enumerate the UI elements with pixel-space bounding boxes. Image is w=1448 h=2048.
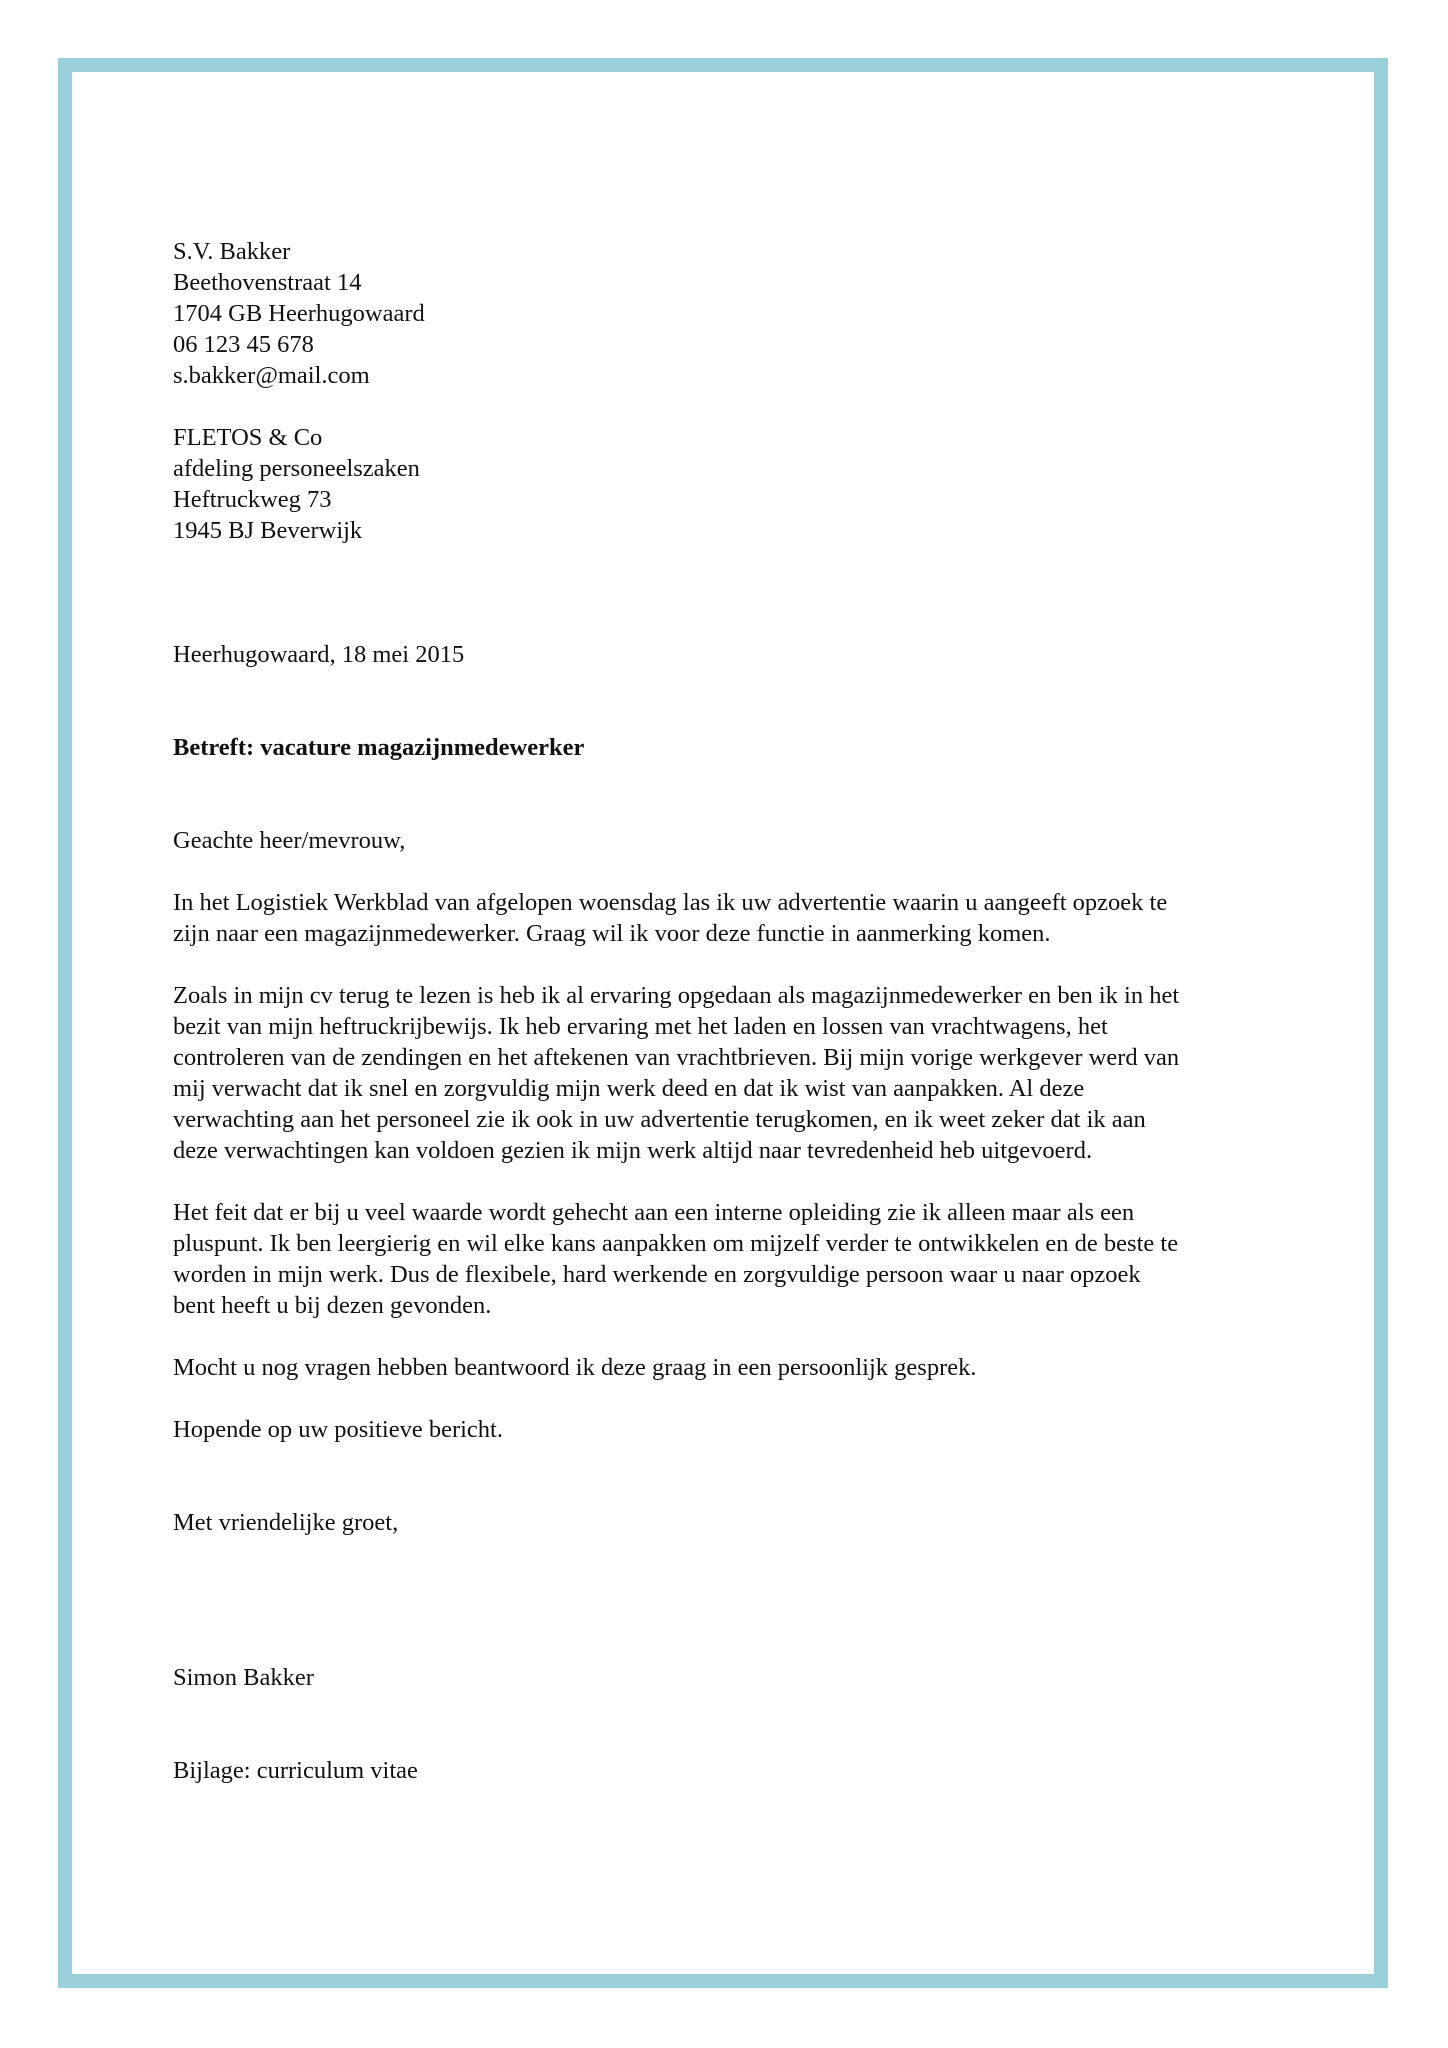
paragraph-line: Mocht u nog vragen hebben beantwoord ik deze graag in een persoonlijk gesprek.: [173, 1354, 977, 1381]
sender-street: Beethovenstraat 14: [173, 269, 362, 296]
paragraph-4: [173, 1352, 1283, 1383]
paragraph-line: worden in mijn werk. Dus de flexibele, hard werkende en zorgvuldige persoon waar u naar opzoek: [173, 1261, 1141, 1288]
subject-line: [173, 732, 1283, 763]
sender-phone: 06 123 45 678: [173, 331, 314, 358]
attachment: [173, 1755, 1283, 1786]
paragraph-line: pluspunt. Ik ben leergierig en wil elke kans aanpakken om mijzelf verder te ontwikkelen en de beste te: [173, 1230, 1179, 1257]
recipient-street: Heftruckweg 73: [173, 486, 332, 513]
paragraph-line: Het feit dat er bij u veel waarde wordt gehecht aan een interne opleiding zie ik alleen maar als een: [173, 1199, 1135, 1226]
paragraph-line: Zoals in mijn cv terug te lezen is heb ik al ervaring opgedaan als magazijnmedewerker en ben ik in het: [173, 982, 1180, 1009]
subject-text: Betreft: vacature magazijnmedewerker: [173, 734, 585, 761]
sender-address: [173, 236, 1283, 391]
paragraph-2: [173, 980, 1283, 1166]
paragraph-line: In het Logistiek Werkblad van afgelopen woensdag las ik uw advertentie waarin u aangeeft opzoek te: [173, 889, 1168, 916]
closing-text: Met vriendelijke groet,: [173, 1509, 399, 1536]
paragraph-line: zijn naar een magazijnmedewerker. Graag wil ik voor deze functie in aanmerking komen.: [173, 920, 1051, 947]
paragraph-line: verwachting aan het personeel zie ik ook in uw advertentie terugkomen, en ik weet zeker dat ik aan: [173, 1106, 1146, 1133]
sender-name: S.V. Bakker: [173, 238, 291, 265]
sender-email: s.bakker@mail.com: [173, 362, 370, 389]
paragraph-line: deze verwachtingen kan voldoen gezien ik mijn werk altijd naar tevredenheid heb uitgevoerd.: [173, 1137, 1093, 1164]
date-text: Heerhugowaard, 18 mei 2015: [173, 641, 465, 668]
date-line: [173, 639, 1283, 670]
salutation: [173, 825, 1283, 856]
paragraph-line: mij verwacht dat ik snel en zorgvuldig mijn werk deed en dat ik wist van aanpakken. Al deze: [173, 1075, 1085, 1102]
attachment-text: Bijlage: curriculum vitae: [173, 1757, 418, 1784]
paragraph-line: bent heeft u bij dezen gevonden.: [173, 1292, 492, 1319]
paragraph-1: [173, 887, 1283, 949]
closing-wish-text: Hopende op uw positieve bericht.: [173, 1416, 503, 1443]
closing-wish: [173, 1414, 1283, 1445]
closing: [173, 1507, 1283, 1538]
recipient-postal-city: 1945 BJ Beverwijk: [173, 517, 363, 544]
salutation-text: Geachte heer/mevrouw,: [173, 827, 406, 854]
paragraph-3: [173, 1197, 1283, 1321]
letter: [173, 236, 1283, 1786]
sender-postal-city: 1704 GB Heerhugowaard: [173, 300, 425, 327]
signature: [173, 1662, 1283, 1693]
signature-name: Simon Bakker: [173, 1664, 314, 1691]
recipient-company: FLETOS & Co: [173, 424, 323, 451]
paragraph-line: bezit van mijn heftruckrijbewijs. Ik heb ervaring met het laden en lossen van vrachtwagens, het: [173, 1013, 1108, 1040]
recipient-address: [173, 422, 1283, 546]
paragraph-line: controleren van de zendingen en het aftekenen van vrachtbrieven. Bij mijn vorige werkgever werd van: [173, 1044, 1180, 1071]
recipient-department: afdeling personeelszaken: [173, 455, 420, 482]
